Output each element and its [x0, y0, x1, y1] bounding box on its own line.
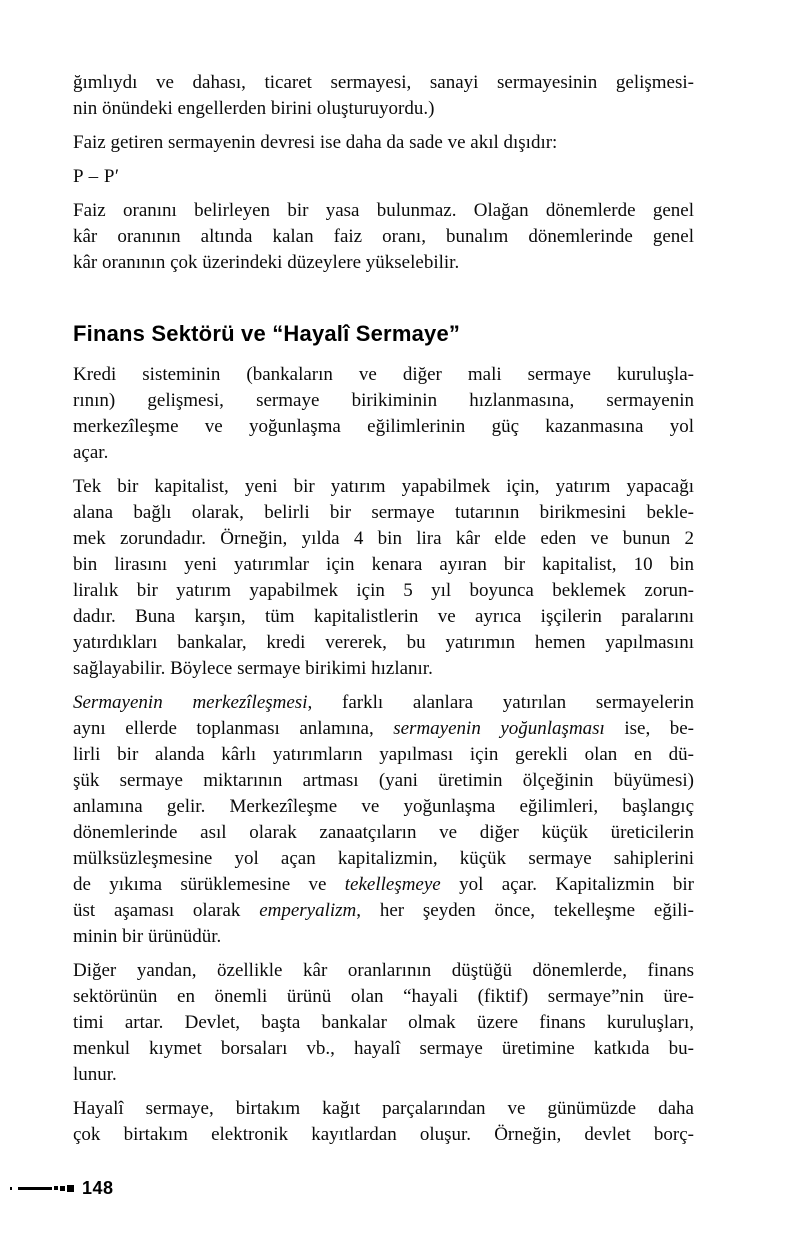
text-run: mek zorundadır. Örneğin, yılda 4 bin lira kâr elde eden ve bunun 2: [73, 528, 694, 549]
text-run: , her şeyden önce, tekelleşme eğili-: [356, 900, 694, 921]
text-line: [73, 362, 694, 388]
text-run: sağlayabilir. Böylece sermaye birikimi hızlanır.: [73, 658, 433, 679]
text-line: [73, 656, 694, 682]
text-run: Kredi sisteminin (bankaların ve diğer mali sermaye kuruluşla-: [73, 364, 694, 385]
text-run: , farklı alanlara yatırılan sermayelerin: [307, 692, 694, 713]
text-line: [73, 768, 694, 794]
paragraph: [73, 130, 694, 156]
text-run: sektörünün en önemli ürünü olan “hayali (fiktif) sermaye”nin üre-: [73, 986, 694, 1007]
text-run: yatırdıkları bankalar, kredi vererek, bu yatırımın hemen yapılmasını: [73, 632, 694, 653]
paragraph: [73, 958, 694, 1088]
page-footer: [10, 1178, 114, 1198]
text-line: [73, 1010, 694, 1036]
text-run: menkul kıymet borsaları vb., hayalî sermaye üretimine katkıda bu-: [73, 1038, 694, 1059]
italic-text-run: sermayenin yoğunlaşması: [393, 718, 605, 739]
text-line: [73, 198, 694, 224]
text-line: [73, 250, 694, 276]
paragraph: [73, 70, 694, 122]
text-line: [73, 1062, 694, 1088]
paragraph: [73, 362, 694, 466]
text-run: rının) gelişmesi, sermaye birikiminin hızlanmasına, sermayenin: [73, 390, 694, 411]
text-line: [73, 820, 694, 846]
italic-text-run: emperyalizm: [259, 900, 357, 921]
text-line: [73, 440, 694, 466]
paragraph: [73, 690, 694, 950]
paragraph: [73, 1096, 694, 1148]
text-line: [73, 164, 694, 190]
text-line: [73, 898, 694, 924]
text-run: liralık bir yatırım yapabilmek için 5 yıl boyunca beklemek zorun-: [73, 580, 694, 601]
text-line: [73, 846, 694, 872]
text-line: [73, 96, 694, 122]
text-run: bin lirasını yeni yatırımlar için kenara ayıran bir kapitalist, 10 bin: [73, 554, 694, 575]
text-run: Hayalî sermaye, birtakım kağıt parçalarından ve günümüzde daha: [73, 1098, 694, 1119]
text-line: [73, 224, 694, 250]
text-run: nin önündeki engellerden birini oluşturuyordu.): [73, 98, 435, 119]
text-run: ğımlıydı ve dahası, ticaret sermayesi, sanayi sermayesinin gelişmesi-: [73, 72, 694, 93]
text-line: [73, 1122, 694, 1148]
text-run: merkezîleşme ve yoğunlaşma eğilimlerinin güç kazanmasına yol: [73, 416, 694, 437]
italic-text-run: Sermayenin merkezîleşmesi: [73, 692, 308, 713]
footer-square-icon: [67, 1185, 74, 1192]
text-run: kâr oranının altında kalan faiz oranı, bunalım dönemlerinde genel: [73, 226, 694, 247]
text-line: [73, 552, 694, 578]
text-line: [73, 130, 694, 156]
footer-dot-icon: [10, 1187, 12, 1190]
text-line: [73, 984, 694, 1010]
text-line: [73, 630, 694, 656]
footer-rule-line: [18, 1187, 52, 1190]
text-line: [73, 526, 694, 552]
text-run: yol açar. Kapitalizmin bir: [440, 874, 694, 895]
text-line: [73, 1036, 694, 1062]
text-run: ise, be-: [604, 718, 694, 739]
text-run: P – P′: [73, 166, 120, 187]
text-line: [73, 1096, 694, 1122]
italic-text-run: tekelleşmeye: [344, 874, 441, 895]
text-run: mülksüzleşmesine yol açan kapitalizmin, küçük sermaye sahiplerini: [73, 848, 694, 869]
text-run: minin bir ürünüdür.: [73, 926, 222, 947]
text-run: alana bağlı olarak, belirli bir sermaye tutarının birikmesini bekle-: [73, 502, 694, 523]
text-line: [73, 690, 694, 716]
text-line: [73, 794, 694, 820]
text-line: [73, 388, 694, 414]
text-run: Tek bir kapitalist, yeni bir yatırım yapabilmek için, yatırım yapacağı: [73, 476, 694, 497]
text-run: açar.: [73, 442, 109, 463]
text-line: [73, 742, 694, 768]
text-run: lunur.: [73, 1064, 117, 1085]
section-heading: Finans Sektörü ve “Hayalî Sermaye”: [73, 321, 461, 346]
page-number: 148: [82, 1178, 114, 1198]
text-line: [73, 414, 694, 440]
text-line: [73, 872, 694, 898]
text-run: Faiz getiren sermayenin devresi ise daha da sade ve akıl dışıdır:: [73, 132, 558, 153]
formula-line: [73, 164, 694, 190]
text-run: lirli bir alanda kârlı yatırımların yapılması için gerekli olan en dü-: [73, 744, 694, 765]
footer-square-icon: [60, 1186, 65, 1191]
text-line: [73, 500, 694, 526]
text-run: üst aşaması olarak: [73, 900, 260, 921]
text-line: [73, 958, 694, 984]
text-run: timi artar. Devlet, başta bankalar olmak üzere finans kuruluşları,: [73, 1012, 694, 1033]
text-run: dönemlerinde asıl olarak zanaatçıların ve diğer küçük üreticilerin: [73, 822, 694, 843]
text-run: anlamına gelir. Merkezîleşme ve yoğunlaşma eğilimleri, başlangıç: [73, 796, 694, 817]
text-run: de yıkıma sürüklemesine ve: [73, 874, 345, 895]
text-line: [73, 924, 694, 950]
text-run: kâr oranının çok üzerindeki düzeylere yükselebilir.: [73, 252, 460, 273]
text-line: [73, 70, 694, 96]
footer-square-icon: [54, 1186, 58, 1190]
text-run: aynı ellerde toplanması anlamına,: [73, 718, 394, 739]
text-line: [73, 578, 694, 604]
text-run: çok birtakım elektronik kayıtlardan oluşur. Örneğin, devlet borç-: [73, 1124, 694, 1145]
text-line: [73, 716, 694, 742]
text-line: [73, 604, 694, 630]
text-run: şük sermaye miktarının artması (yani üretimin ölçeğinin büyümesi): [73, 770, 694, 791]
text-run: Faiz oranını belirleyen bir yasa bulunmaz. Olağan dönemlerde genel: [73, 200, 694, 221]
text-run: Diğer yandan, özellikle kâr oranlarının düştüğü dönemlerde, finans: [73, 960, 694, 981]
page-body: [73, 70, 694, 1156]
text-run: dadır. Buna karşın, tüm kapitalistlerin ve ayrıca işçilerin paralarını: [73, 606, 694, 627]
text-line: [73, 474, 694, 500]
paragraph: [73, 198, 694, 276]
paragraph: [73, 474, 694, 682]
